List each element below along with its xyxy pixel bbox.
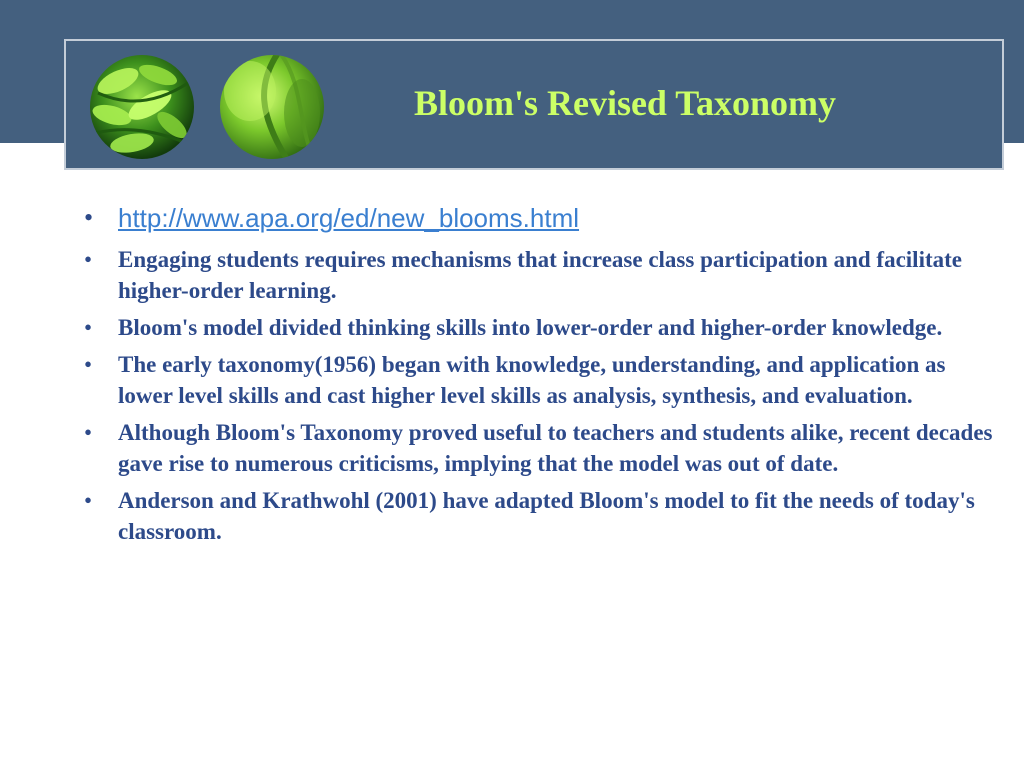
bullet-text: Engaging students requires mechanisms that increase class participation and facilitate higher-order learning. <box>118 247 962 303</box>
bullet-text: The early taxonomy(1956) began with knowledge, understanding, and application as lower level skills and cast higher level skills as analysis, synthesis, and evaluation. <box>118 352 946 408</box>
list-item <box>78 417 998 479</box>
bullet-glyph: • <box>84 488 93 513</box>
list-item <box>78 244 998 306</box>
list-item <box>78 485 998 547</box>
bullet-glyph: • <box>84 315 93 340</box>
leaf-cluster-logo-icon <box>88 53 196 161</box>
bullet-glyph: • <box>84 352 93 377</box>
list-item <box>78 349 998 411</box>
bullet-glyph: • <box>84 420 93 445</box>
bullet-text: Bloom's model divided thinking skills into lower-order and higher-order knowledge. <box>118 315 943 340</box>
list-item <box>78 312 998 343</box>
leaf-closeup-logo-icon <box>218 53 326 161</box>
list-item-link <box>78 200 998 236</box>
bullet-text: Although Bloom's Taxonomy proved useful to teachers and students alike, recent decades gave rise to numerous criticisms, implying that the model was out of date. <box>118 420 993 476</box>
bullet-glyph: • <box>84 203 94 232</box>
bullet-list <box>78 200 998 553</box>
apa-link[interactable]: http://www.apa.org/ed/new_blooms.html <box>118 203 580 233</box>
slide-title: Bloom's Revised Taxonomy <box>413 83 837 123</box>
bullet-glyph: • <box>84 247 93 272</box>
bullet-text: Anderson and Krathwohl (2001) have adapted Bloom's model to fit the needs of today's classroom. <box>118 488 975 544</box>
